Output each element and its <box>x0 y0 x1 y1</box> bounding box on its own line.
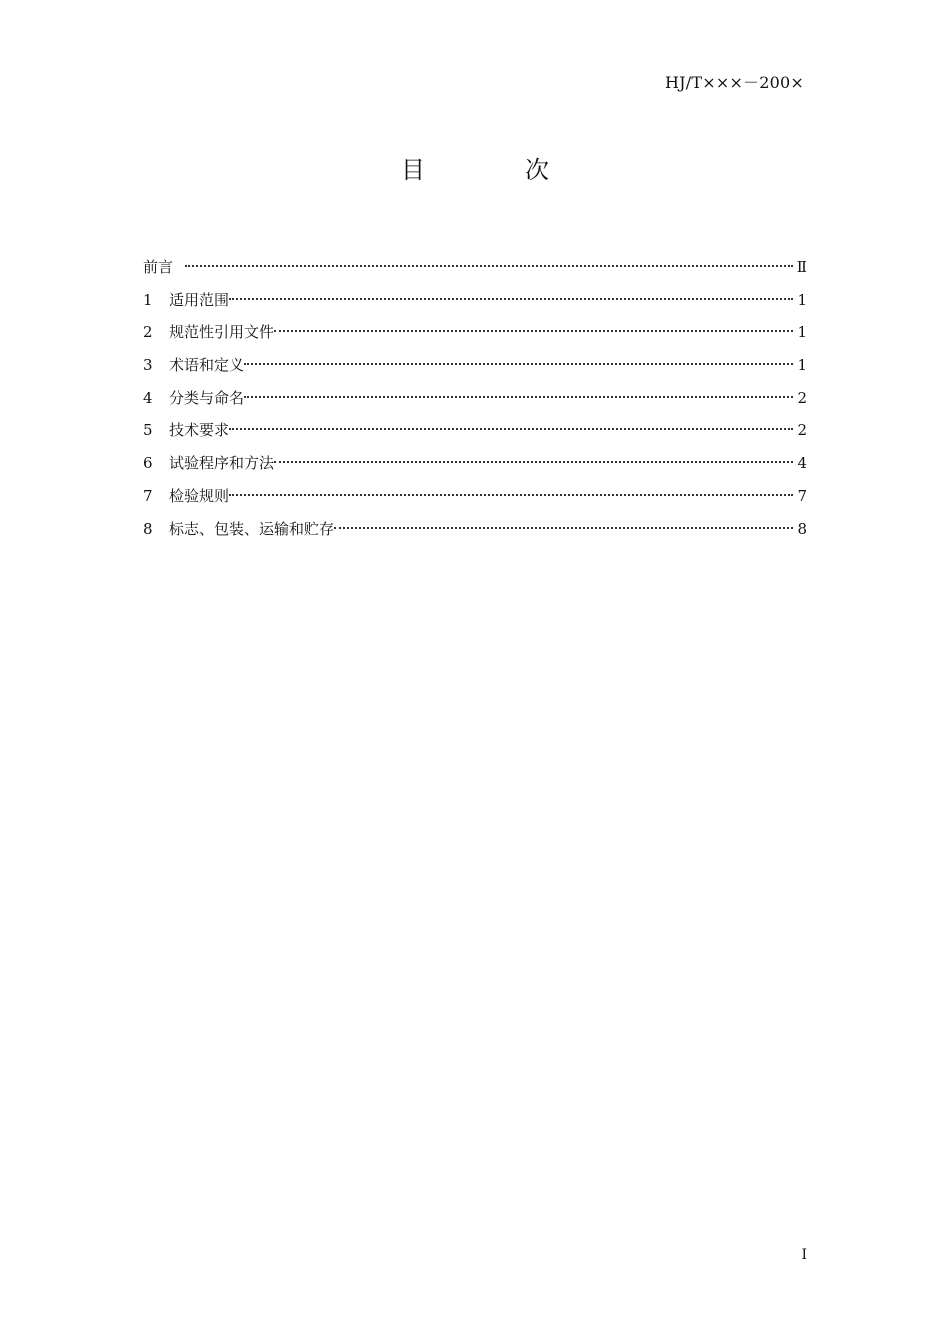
toc-entry-number: 5 <box>143 421 153 440</box>
toc-entry-number: 1 <box>143 290 153 309</box>
toc-entry-page: 7 <box>797 486 807 505</box>
toc-entry-label: 标志、包装、运输和贮存 <box>169 519 335 538</box>
page-title: 目 次 <box>401 156 587 184</box>
toc-dot-leader <box>229 476 793 496</box>
toc-dot-leader <box>229 280 793 300</box>
toc-entry-number: 8 <box>143 519 153 538</box>
toc-entry-number: 2 <box>143 323 153 342</box>
toc-entry-page: 4 <box>797 454 807 473</box>
toc-entry-label: 适用范围 <box>169 290 230 309</box>
toc-entry-8[interactable] <box>143 514 807 547</box>
page-number: I <box>801 1247 807 1263</box>
toc-entry-label: 检验规则 <box>169 486 230 505</box>
toc-entry-label: 规范性引用文件 <box>169 323 275 342</box>
toc-entry-label: 技术要求 <box>169 421 230 440</box>
toc-entry-page: 1 <box>797 356 807 375</box>
toc-entry-number: 6 <box>143 454 153 473</box>
toc-entry-label: 分类与命名 <box>169 388 245 407</box>
toc-entry-page: 2 <box>797 421 807 440</box>
toc-entry-page: 1 <box>797 323 807 342</box>
standard-code: HJ/T×××－200× <box>665 73 804 92</box>
toc-dot-leader <box>244 345 793 365</box>
toc-dot-leader <box>274 443 793 463</box>
toc-entry-page: 1 <box>797 290 807 309</box>
toc-entry-label: 术语和定义 <box>169 356 245 375</box>
toc-entry-page: 8 <box>797 519 807 538</box>
table-of-contents <box>143 252 807 546</box>
toc-dot-leader <box>229 410 793 430</box>
toc-dot-leader <box>334 509 793 529</box>
toc-dot-leader <box>274 312 793 332</box>
toc-entry-label: 试验程序和方法 <box>169 454 275 473</box>
toc-entry-page: Ⅱ <box>796 258 807 276</box>
toc-dot-leader <box>244 378 793 398</box>
toc-entry-page: 2 <box>797 388 807 407</box>
toc-dot-leader <box>185 247 793 267</box>
toc-entry-label: 前言 <box>143 258 174 276</box>
toc-entry-number: 4 <box>143 388 153 407</box>
toc-entry-number: 3 <box>143 356 153 375</box>
toc-entry-number: 7 <box>143 486 153 505</box>
